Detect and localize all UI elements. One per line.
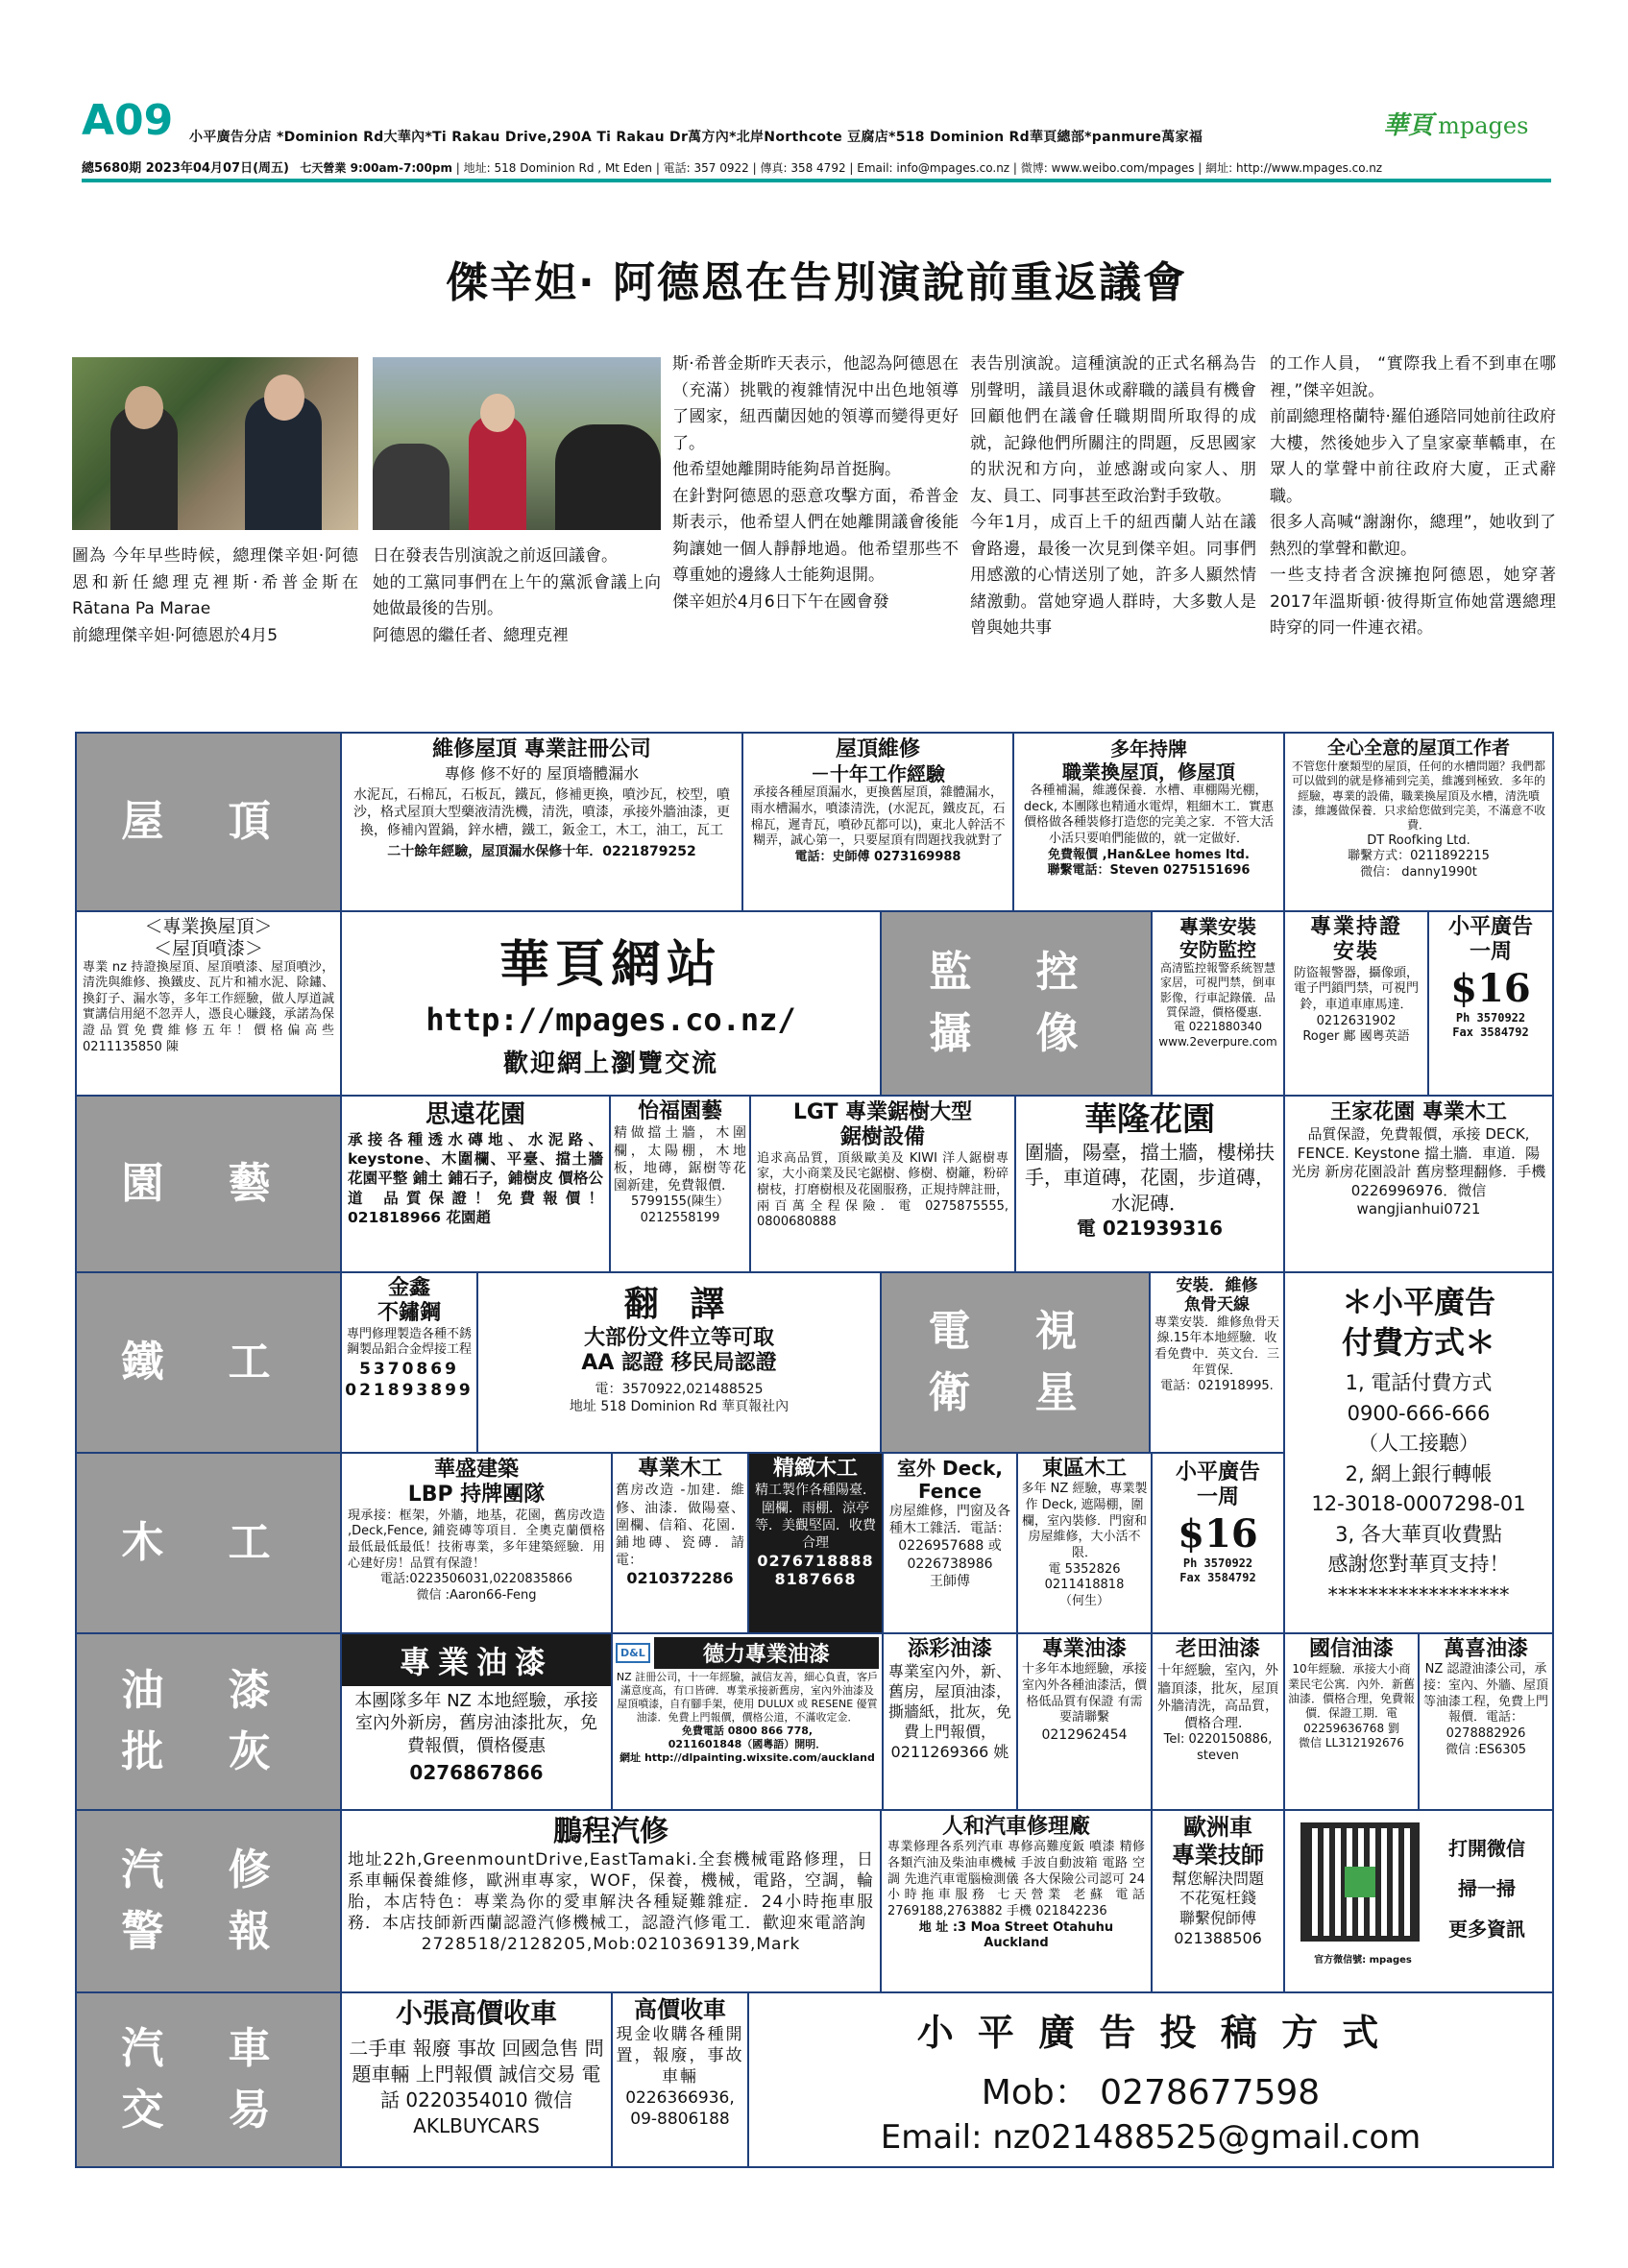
qr-caption: 官方微信號: mpages	[1314, 1955, 1412, 1966]
ad-footer: 0212962454	[1041, 1726, 1128, 1743]
ad-footer: 5370869 021893899	[345, 1360, 474, 1401]
ad-security-install	[1153, 912, 1285, 1097]
category-cctv: 監 控 攝 像	[882, 912, 1153, 1097]
ad-title: 國信油漆	[1308, 1637, 1394, 1661]
ad-footer: Ph 3570922 Fax 3584792	[1179, 1556, 1256, 1585]
ad-subtitle: 大部份文件立等可取 AA 認證 移民局認證	[581, 1326, 777, 1376]
ad-footer: 0276718888 8187668	[757, 1552, 874, 1589]
ad-title: 鵬程汽修	[553, 1815, 668, 1848]
ad-title: 人和汽車修理廠	[941, 1815, 1090, 1839]
ad-body: 精工製作各種陽臺．圍欄．雨棚．涼亭等．美觀堅固．收費合理	[755, 1483, 876, 1551]
ad-pro-paint	[342, 1634, 613, 1811]
article-column-3: 斯·希普金斯昨天表示，他認為阿德恩在（充滿）挑戰的複雜情況中出色地領導了國家，紐西蘭因她的領導而變得更好了。 他希望她離開時能夠昂首挺胸。 在針對阿德恩的惡意攻擊方面，希普金斯表示，他希望人們在她離開議會後能夠讓她一個人靜靜地過。他希望那些不尊重她的邊緣人士能夠退開。 傑辛妲於4月6日下午在國會發	[672, 354, 959, 612]
ad-body: 專業修理各系列汽車 專修高難度鈑 噴漆 精修各類汽油及柴油車機械 手波自動波箱 電路 空調 先進汽車電腦檢測儀 各大保險公司認可 24小時拖車服務 七天營業 老蘇 電話 2769188,2763882 手機 021842236	[887, 1840, 1145, 1918]
article-column-5: 的工作人員， “實際我上看不到車在哪裡，”傑辛妲說。 前副總理格蘭特·羅伯遜陪同她前往政府大樓，然後她步入了皇家豪華轎車，在眾人的掌聲中前往政府大廈，正式辭職。 很多人高喊“謝謝你，總理”，她收到了熱烈的掌聲和歡迎。 一些支持者含淚擁抱阿德恩，她穿著2017年溫斯頓·彼得斯宣佈她當選總理時穿的同一件連衣裙。	[1270, 354, 1556, 639]
submission-email[interactable]: Email: nz021488525@gmail.com	[880, 2118, 1421, 2157]
category-iron: 鐵 工	[77, 1273, 342, 1454]
category-garden: 園 藝	[77, 1097, 342, 1273]
ad-title: 多年持牌 職業換屋頂，修屋頂	[1062, 737, 1235, 784]
ad-body: 舊房改造 -加建．維修、油漆．做陽臺、圍欄、信箱、花園．鋪地磚、瓷磚．請電：	[616, 1483, 744, 1569]
ad-licensed-install	[1285, 912, 1429, 1097]
ad-deck-fence	[884, 1454, 1018, 1634]
ad-hualong-garden	[1016, 1097, 1285, 1273]
ad-roof-dedicated	[1285, 734, 1554, 912]
ad-title: 全心全意的屋頂工作者	[1326, 737, 1510, 759]
ad-title: ＊小平廣告 付費方式＊	[1341, 1284, 1495, 1361]
ad-body: 地址22h,GreenmountDrive,EastTamaki.全套機械電路修理，日系車輛保養維修，歐洲車專家，WOF，保養，機械，電路，空調，輪胎，本店特色：專業為你的愛車解決各種疑難雜症．24小時拖車服務．本店技師新西蘭認證汽修機械工，認證汽修電工．歡迎來電諮詢	[348, 1850, 874, 1934]
ad-title: 思遠花園	[425, 1100, 525, 1129]
ad-footer: 免費報價 ,Han&Lee homes ltd. 聯繫電話：Steven 0275151696	[1047, 847, 1251, 879]
ad-title: 東區木工	[1041, 1457, 1127, 1481]
phone-text: 電話: 357 0922	[663, 161, 749, 175]
ad-footer: 電 0221880340 www.2everpure.com	[1158, 1020, 1277, 1049]
ad-tiancai-paint	[884, 1634, 1018, 1811]
ad-title: 王家花園 專業木工	[1330, 1100, 1507, 1124]
ad-antenna	[1151, 1273, 1285, 1454]
logo-en: mpages	[1438, 112, 1529, 139]
ad-lgt-tree	[751, 1097, 1016, 1273]
ad-small-ad-weekly-2	[1153, 1454, 1285, 1634]
ad-footer: 電話：021918995.	[1160, 1379, 1274, 1394]
ad-body: 承接各種屋頂漏水，更換舊屋頂，雜體漏水，雨水槽漏水，噴漆清洗，(水泥瓦，鐵皮瓦，石棉瓦，遲青瓦，噴砂瓦都可以)，東北人幹活不糊弄，誠心第一，只要屋頂有問題找我就對了	[750, 785, 1006, 849]
ad-roof-replace-spray	[77, 912, 342, 1097]
ad-wanxi-paint	[1420, 1634, 1554, 1811]
ad-pengcheng-auto	[342, 1811, 882, 1993]
ad-body: 追求高品質，頂級歐美及 KIWI 洋人鋸樹專家，大小商業及民宅鋸樹、修樹、樹籬，粉碎樹枝，打磨樹根及花園服務，正規持牌註冊，兩百萬全程保險．電 0275875555, 0800680888	[757, 1150, 1008, 1230]
ad-title: 金鑫 不鏽鋼	[377, 1276, 441, 1326]
ad-price: $16	[1450, 965, 1531, 1011]
ad-subtitle: －十年工作經驗	[811, 762, 945, 786]
ad-body: 各種補漏，維護保養．水槽、車棚陽光棚，deck, 本團隊也精通水電焊，粗細木工．實惠價格做各種裝修打造您的完美之家．不管大活小活只要咱們能做的，就一定做好．	[1023, 784, 1275, 846]
ad-title: 維修屋頂 專業註冊公司	[432, 737, 651, 761]
business-hours: 七天營業 9:00am-7:00pm	[300, 161, 452, 175]
ad-euro-tech	[1153, 1811, 1285, 1993]
ad-title: 小平廣告 一周	[1175, 1460, 1260, 1510]
ad-roof-licensed	[1014, 734, 1285, 912]
ad-body: 10年經驗．承接大小商業民宅公寓．內外．新舊油漆．價格合理，免費報價．保證工期．電 02259636768 劉	[1288, 1662, 1416, 1735]
fax-text: 傳真: 358 4792	[760, 161, 846, 175]
ad-body: 承接各種透水磚地、水泥路、keystone、木圍欄、平臺、擋土牆 花園平整 鋪土 鋪石子，鋪樹皮 價格公道 品質保證！免費報價！ 021818966 花園趙	[348, 1131, 603, 1226]
ad-title: 華盛建築 LBP 持牌團隊	[407, 1458, 546, 1508]
header-info-line: 總5680期 2023年04月07日(周五) 七天營業 9:00am-7:00pm | 地址: 518 Dominion Rd , Mt Eden | 電話: 357 0922 | 傳真: 358 4792 | Email: info@mpages.co.nz | 微博: www.weibo.com/mpages | 網址: http://www.mpages.co.nz	[82, 161, 1383, 176]
ad-title: 室外 Deck, Fence	[897, 1457, 1003, 1503]
ad-body: 不管您什麼類型的屋頂，任何的水槽問題？我們都可以做到的就是修補到完美，維護到極致．多年的經驗，專業的設備，職業換屋頂及水槽，清洗噴漆，維護做保養．只求給您做到完美，不滿意不收費．	[1291, 759, 1545, 832]
ad-xiaozhang-buy-car	[342, 1993, 613, 2168]
qr-code-icon	[1300, 1822, 1420, 1942]
ad-footer: 電話:0223506031,0220835866 微信 :Aaron66-Feng	[380, 1572, 572, 1603]
ad-footer: 王師傅	[930, 1573, 970, 1589]
website-url[interactable]: http://mpages.co.nz/	[425, 1001, 796, 1038]
ad-yifu-garden	[611, 1097, 751, 1273]
ad-title: 怡福園藝	[637, 1099, 722, 1123]
ad-body: 房屋維修，門窗及各種木工雜活．電話：0226957688 或 0226738986	[889, 1504, 1010, 1572]
ad-title: 德力專業油漆	[654, 1637, 879, 1669]
ad-jinxin-steel	[342, 1273, 478, 1454]
welcome-text: 歡迎網上瀏覽交流	[502, 1050, 718, 1078]
ad-footer: 地 址 :3 Moa Street Otahuhu Auckland	[918, 1919, 1114, 1951]
ad-title: 安裝．維修 魚骨天線	[1176, 1276, 1258, 1315]
ad-payment-methods	[1285, 1273, 1554, 1634]
ad-footer: 二十餘年經驗，屋頂漏水保修十年．0221879252	[387, 843, 696, 859]
ad-body: 水泥瓦，石棉瓦，石板瓦，鐵瓦，修補更換，噴沙瓦，校型，噴沙，格式屋頂大型藥液清洗機，清洗，噴漆，承接外牆油漆，更換，修補內置鍋，鋅水槽，鐵工，鈑金工，木工，油工，瓦工	[353, 787, 730, 838]
page-header	[82, 96, 1551, 188]
ad-footer: 0211269366 姚	[890, 1742, 1009, 1761]
ad-title: 華隆花園	[1084, 1100, 1215, 1139]
ad-footer: 0276867866	[409, 1761, 544, 1785]
category-tv: 電 視 衛 星	[882, 1273, 1151, 1454]
ad-small-ad-weekly-1	[1429, 912, 1554, 1097]
article-photo-2	[373, 357, 661, 530]
ad-title: 翻 譯	[623, 1285, 735, 1324]
ad-title: 專業油漆	[342, 1634, 611, 1686]
ad-fine-carpentry	[749, 1454, 884, 1634]
ad-huasheng-build	[342, 1454, 613, 1634]
article-column-1: 圖為 今年早些時候，總理傑辛妲·阿德恩和新任總理克裡斯·希普金斯在Rātana Pa Marae 前總理傑辛妲·阿德恩於4月5	[72, 546, 358, 645]
ad-body: 專門修理製造各種不銹鋼製品鋁合金焊接工程	[346, 1326, 472, 1358]
ad-roof-ten-years	[743, 734, 1014, 912]
ad-subtitle: 專修 修不好的 屋頂墻體漏水	[444, 764, 640, 784]
ad-title: ＜專業換屋頂＞ ＜屋頂噴漆＞	[144, 916, 273, 959]
ad-footer: 0226366936, 09-8806188	[625, 2088, 735, 2130]
ad-translation	[478, 1273, 882, 1454]
ad-title: 添彩油漆	[907, 1637, 992, 1661]
ad-body: 防盜報警器，攝像頭，電子門鎖門禁，可視門鈴，車道車庫馬達．	[1293, 965, 1419, 1013]
ad-pro-paint-2	[1018, 1634, 1153, 1811]
ad-body: NZ 認證油漆公司，承接：室內、外牆、屋頂等油漆工程，免費上門報價．電話：0278882926	[1422, 1662, 1548, 1741]
ad-title: 華頁網站	[498, 935, 722, 994]
ad-footer: 電 021939316	[1076, 1216, 1224, 1240]
ad-wang-garden	[1285, 1097, 1554, 1273]
ad-body: 1, 電話付費方式 0900-666-666 （人工接聽） 2, 網上銀行轉帳 12-3018-0007298-01 3, 各大華頁收費點 感謝您對華頁支持！ ******************	[1311, 1371, 1526, 1606]
ad-wechat-qr	[1285, 1811, 1554, 1993]
ad-footer: 電話：史師傅 0273169988	[794, 849, 961, 864]
ad-body: 多年 NZ 經驗，專業製作 Deck, 遮陽棚，圍欄，室內裝修．門窗和房屋維修，大小活不限．	[1021, 1482, 1148, 1560]
qr-text: 打開微信 掃一掃 更多資訊	[1448, 1837, 1525, 1941]
ad-title: LGT 專業鋸樹大型 鋸樹設備	[792, 1100, 973, 1150]
category-paint: 油 漆 批 灰	[77, 1634, 342, 1811]
email-text[interactable]: Email: info@mpages.co.nz	[857, 161, 1010, 175]
ad-body: 幫您解決問題 不花冤枉錢 聯繫倪師傅	[1171, 1869, 1264, 1928]
category-roof: 屋 頂	[77, 734, 342, 912]
ad-footer: Ph 3570922 Fax 3584792	[1452, 1010, 1529, 1040]
article-column-2: 日在發表告別演說之前返回議會。 她的工黨同事們在上午的黨派會議上向她做最後的告別。 阿德恩的繼任者、總理克裡	[373, 546, 661, 645]
ad-footer: DT Roofking Ltd. 聯繫方式：0211892215 微信： danny1990t	[1348, 832, 1490, 880]
ad-footer: 5799155(陳生） 0212558199	[631, 1194, 729, 1225]
ad-body: 十年經驗，室內，外牆頂漆，批灰，屋頂外牆清洗，高品質，價格合理．	[1157, 1663, 1278, 1731]
ad-title: 專業持證 安裝	[1309, 915, 1402, 965]
ad-footer: 微信 LL312192676	[1299, 1736, 1404, 1750]
ad-footer: 0210372286	[626, 1569, 734, 1588]
ad-siyuan-garden	[342, 1097, 611, 1273]
ad-roof-registered	[342, 734, 743, 912]
ad-renhe-garage	[882, 1811, 1153, 1993]
category-wood: 木 工	[77, 1454, 342, 1634]
ad-east-carpentry	[1018, 1454, 1153, 1634]
issue-line: 總5680期 2023年04月07日(周五)	[82, 161, 289, 176]
ad-footer: 2728518/2128205,Mob:0210369139,Mark	[421, 1935, 801, 1955]
ad-footer: 電：3570922,021488525 地址 518 Dominion Rd 華頁報社內	[569, 1381, 790, 1414]
ad-title: 屋頂維修	[835, 737, 920, 761]
ad-buy-car	[613, 1993, 749, 2168]
ad-body: 專業 nz 持證換屋頂、屋頂噴漆、屋頂噴沙，清洗與維修、換鐵皮、瓦片和補水泥、除鏽、換釘子、漏水等，多年工作經驗，做人厚道誠實講信用絕不忽弄人，憑良心賺錢，承諾為保證品質免費維修五年！價格偏高些 0211135850 陳	[83, 959, 334, 1054]
ad-price: $16	[1178, 1510, 1258, 1556]
ad-pro-carpentry	[613, 1454, 749, 1634]
ad-body: 專業安裝．維修魚骨天線.15年本地經驗．收看免費中．英文台．三年質保．	[1154, 1315, 1279, 1378]
ad-title: 專業安裝 安防監控	[1179, 915, 1256, 961]
weibo-text[interactable]: 微博: www.weibo.com/mpages	[1020, 161, 1195, 175]
ad-title: 精緻木工	[772, 1457, 858, 1481]
page-code: A09	[82, 96, 174, 145]
ad-body: 高清監控報警系統智慧家居，可視門禁，倒車影像，行車記錄儀．品質保證，價格優惠．	[1159, 961, 1276, 1020]
ad-mpages-website	[342, 912, 882, 1097]
submission-mobile[interactable]: Mob： 0278677598	[981, 2073, 1321, 2112]
ad-submission-info	[749, 1993, 1554, 2168]
ad-footer: 021388506	[1174, 1928, 1262, 1947]
ad-title: 小平廣告 一周	[1447, 915, 1533, 965]
ad-title: 專業木工	[637, 1457, 722, 1481]
ad-title: 老田油漆	[1175, 1637, 1260, 1661]
website-text[interactable]: 網址: http://www.mpages.co.nz	[1205, 161, 1383, 175]
ad-footer: 0212631902 Roger 鄺 國粵英語	[1302, 1013, 1410, 1045]
ad-body: 本團隊多年 NZ 本地經驗，承接室內外新房，舊房油漆批灰，免費報價，價格優惠	[354, 1691, 598, 1756]
ad-footer: 電 5352826 0211418818 （何生）	[1044, 1561, 1125, 1608]
logo-cn: 華頁	[1383, 111, 1434, 140]
ad-body: 精做擋土牆，木圍欄，太陽棚，木地板，地磚，鋸樹等花園新建，免費報價．	[614, 1125, 746, 1194]
article-photo-1	[72, 357, 358, 530]
ad-body: 現金收購各種開置，報廢，事故車輛	[616, 2024, 744, 2087]
outlet-list: 小平廣告分店 *Dominion Rd大華內*Ti Rakau Drive,290A Ti Rakau Dr萬方內*北岸Northcote 豆腐店*518 Dominion Rd華頁總部*panmure萬家福	[189, 130, 1203, 145]
ad-title: 小張高價收車	[395, 1997, 557, 2029]
ad-footer: 免費電話 0800 866 778, 0211601848（國粵語）開明． 網址 http://dlpainting.wixsite.com/auckland	[620, 1725, 875, 1765]
category-trade: 汽 車 交 易	[77, 1993, 342, 2168]
address-text: 地址: 518 Dominion Rd , Mt Eden	[463, 161, 652, 175]
ad-title: 高價收車	[634, 1996, 726, 2023]
ad-body: 二手車 報廢 事故 回國急售 問題車輛 上門報價 誠信交易 電話 0220354010 微信 AKLBUYCARS	[349, 2036, 604, 2137]
ad-body: 品質保證，免費報價，承接 DECK, FENCE. Keystone 擋土牆．車道．陽光房 新房花園設計 舊房整理翻修．手機 0226996976．微信 wangjianhui0721	[1291, 1125, 1546, 1218]
ad-title: 歐洲車 專業技師	[1172, 1814, 1264, 1869]
ad-body: NZ 註冊公司，十一年經驗，誠信友善，細心負責，客戶滿意度高，有口皆碑．專業承接新舊房，室內外油漆及屋頂噴漆，自有腳手架，使用 DULUX 或 RESENE 優質油漆．免費上門報價，價格公道，不滿收定金．	[616, 1671, 879, 1725]
article-headline: 傑辛妲· 阿德恩在告別演說前重返議會	[445, 258, 1188, 307]
ad-title: 萬喜油漆	[1443, 1637, 1528, 1661]
ad-body: 圍牆，陽臺，擋土牆，樓梯扶手，車道磚，花園，步道磚，水泥磚．	[1025, 1140, 1275, 1215]
dl-logo-icon: D&L	[616, 1643, 650, 1663]
ad-footer: Tel: 0220150886, steven	[1163, 1732, 1273, 1763]
ad-title: 小 平 廣 告 投 稿 方 式	[916, 2012, 1385, 2054]
category-repair: 汽 修 警 報	[77, 1811, 342, 1993]
ad-footer: 微信 :ES6305	[1445, 1742, 1527, 1757]
ad-laotian-paint	[1153, 1634, 1285, 1811]
article-column-4: 表告別演說。這種演說的正式名稱為告別聲明，議員退休或辭職的議員有機會回顧他們在議會任職期間所取得的成就，記錄他們所關注的問題，反思國家的狀況和方向，並感謝或向家人、朋友、員工、同事甚至政治對手致敬。 今年1月，成百上千的紐西蘭人站在議會路邊，最後一次見到傑辛妲。同事們用感激的心情送別了她，許多人顯然情緒激動。當她穿過人群時，大多數人是曾與她共事	[970, 354, 1256, 639]
header-rule	[82, 179, 1551, 184]
mpages-logo	[1383, 106, 1556, 144]
ad-body: 十多年本地經驗，承接室內外各種油漆活，價格低品質有保證 有需要請聯繫	[1021, 1662, 1147, 1725]
ad-body: 專業室內外，新、舊房，屋頂油漆，撕牆紙，批灰，免費上門報價，	[887, 1662, 1011, 1741]
ad-title: 專業油漆	[1041, 1637, 1127, 1661]
ad-guoxin-paint	[1285, 1634, 1420, 1811]
ad-body: 現承接：框架，外牆，地基，花園，舊房改造 ,Deck,Fence, 鋪瓷磚等項目．全奧克蘭價格最低最低最低！技術專業，多年建築經驗．用心建好房！品質有保證！	[348, 1508, 605, 1571]
ad-deli-paint	[613, 1634, 884, 1811]
